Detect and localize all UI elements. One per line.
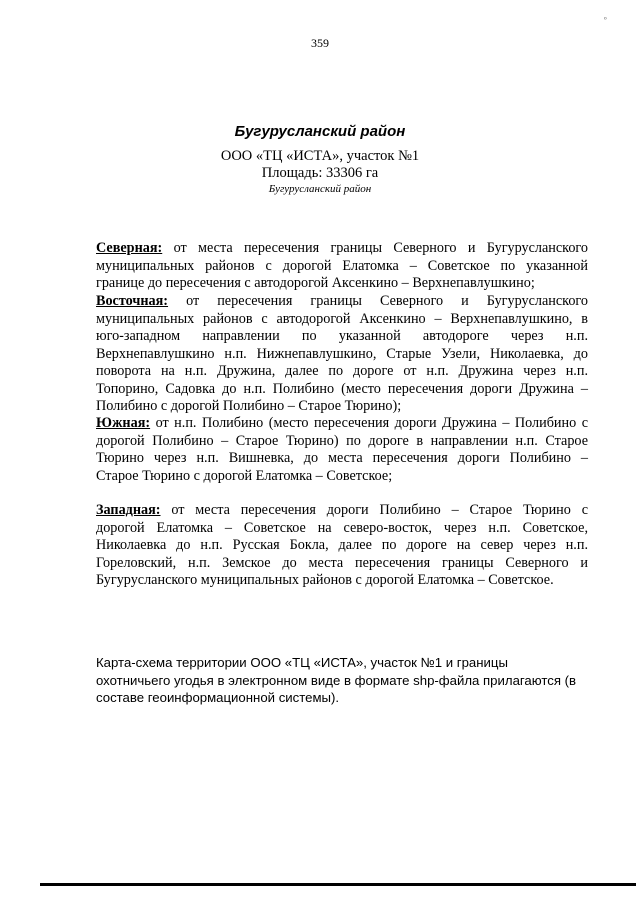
west-line-4: Гореловский, н.п. Земское до места пересечения границы Северного и: [96, 554, 588, 571]
east-heading: Восточная:: [96, 293, 169, 309]
north-line-3: границе до пересечения с автодорогой Аксенкино – Верхнепавлушкино;: [96, 275, 535, 291]
west-line-5: Бугурусланского муниципальных районов с дорогой Елатомка – Советское.: [96, 572, 554, 588]
east-line-2: муниципальных районов с автодорогой Аксенкино – Верхнепавлушкино, в: [96, 310, 588, 327]
district-subtitle: Бугурусланский район: [268, 183, 372, 195]
district-title: Бугурусланский район: [234, 123, 406, 140]
south-line-1-text: от н.п. Полибино (место пересечения дороги Дружина – Полибино с: [150, 415, 588, 431]
area-line: Площадь: 33306 га: [261, 165, 379, 181]
south-line-2: дорогой Полибино – Старое Тюрино) по дороге в направлении н.п. Старое: [96, 432, 588, 449]
east-line-7: Полибино с дорогой Полибино – Старое Тюрино);: [96, 398, 402, 414]
corner-mark: ᵒ: [604, 14, 607, 24]
organization-line: ООО «ТЦ «ИСТА», участок №1: [220, 148, 420, 164]
south-boundary-paragraph: [96, 415, 588, 485]
east-line-1: [96, 293, 588, 311]
east-line-6: Топорино, Садовка до н.п. Полибино (место пересечения дороги Дружина –: [96, 380, 588, 397]
south-line-1: [96, 415, 588, 433]
east-line-3: юго-западном направлении по указанной автодороге через н.п.: [96, 328, 588, 344]
east-boundary-paragraph: [96, 293, 588, 416]
south-line-3: Тюрино через н.п. Вишневка, до места пересечения дороги Полибино –: [96, 450, 588, 466]
north-boundary-paragraph: [96, 240, 588, 293]
bottom-rule: [40, 883, 636, 886]
south-line-4: Старое Тюрино с дорогой Елатомка – Советское;: [96, 467, 393, 484]
east-line-5: поворота на н.п. Дружина, далее по дороге от н.п. Дружина через н.п.: [96, 363, 588, 379]
west-line-3: Николаевка до н.п. Русская Бокла, далее по дороге на север через н.п.: [96, 537, 588, 553]
page-number: 359: [311, 36, 329, 50]
east-line-4: Верхнепавлушкино н.п. Нижнепавлушкино, Старые Узели, Николаевка, до: [96, 345, 588, 362]
note-line-2: охотничьего угодья в электронном виде в формате shp-файла прилагаются (в: [96, 672, 577, 688]
south-heading: Южная:: [96, 415, 151, 431]
west-boundary-paragraph: [96, 502, 588, 590]
north-heading: Северная:: [96, 240, 163, 256]
note-line-3: составе геоинформационной системы).: [96, 690, 340, 705]
west-line-1: [96, 502, 588, 520]
map-scheme-note: [96, 654, 596, 707]
west-line-2: дорогой Елатомка – Советское на северо-восток, через н.п. Советское,: [96, 519, 588, 536]
west-line-1-text: от места пересечения дороги Полибино – Старое Тюрино с: [160, 502, 588, 518]
east-line-1-text: от пересечения границы Северного и Бугурусланского: [168, 293, 588, 309]
north-line-1-text: от места пересечения границы Северного и Бугурусланского: [162, 240, 588, 256]
north-line-1: [96, 240, 588, 258]
note-line-1: Карта-схема территории ООО «ТЦ «ИСТА», участок №1 и границы: [96, 655, 508, 670]
west-heading: Западная:: [96, 502, 161, 518]
title-block: [0, 122, 640, 196]
north-line-2: муниципальных районов с дорогой Елатомка – Советское по указанной: [96, 257, 588, 274]
